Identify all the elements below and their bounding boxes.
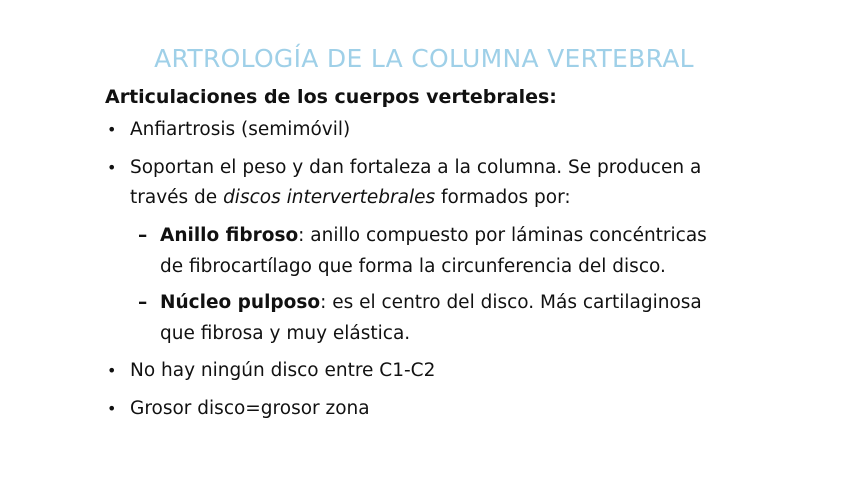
list-item-c1-c2: No hay ningún disco entre C1-C2 <box>130 360 436 381</box>
term-nucleo-pulposo: Núcleo pulposo <box>160 292 321 313</box>
term-anillo-fibroso: Anillo fibroso <box>160 225 299 246</box>
slide-title: ARTROLOGÍA DE LA COLUMNA VERTEBRAL <box>154 44 694 73</box>
sub-item-nucleo-desc: : es el centro del disco. Más cartilaginosa <box>320 292 702 313</box>
list-item-anfiartrosis: Anfiartrosis (semimóvil) <box>130 119 351 140</box>
emphasis-discos: discos intervertebrales <box>223 187 436 208</box>
section-heading: Articulaciones de los cuerpos vertebrales: <box>105 86 557 108</box>
bullet-icon: • <box>107 399 117 418</box>
sub-item-anillo-desc: : anillo compuesto por láminas concéntricas <box>298 225 707 246</box>
bullet-icon: • <box>107 158 117 177</box>
bullet-icon: • <box>107 120 117 139</box>
sub-item-nucleo-line1 <box>160 287 702 318</box>
dash-icon: – <box>138 292 148 313</box>
bullet-icon: • <box>107 361 117 380</box>
list-item-soportan-pre: través de <box>130 187 224 208</box>
sub-item-anillo-line1 <box>160 220 707 251</box>
dash-icon: – <box>138 225 148 246</box>
sub-item-nucleo-line2: que fibrosa y muy elástica. <box>160 323 411 344</box>
list-item-grosor: Grosor disco=grosor zona <box>130 398 370 419</box>
list-item-soportan-line1: Soportan el peso y dan fortaleza a la columna. Se producen a <box>130 157 702 178</box>
list-item-soportan-line2 <box>130 182 571 213</box>
list-item-soportan-post: formados por: <box>435 187 571 208</box>
sub-item-anillo-line2: de fibrocartílago que forma la circunferencia del disco. <box>160 256 666 277</box>
